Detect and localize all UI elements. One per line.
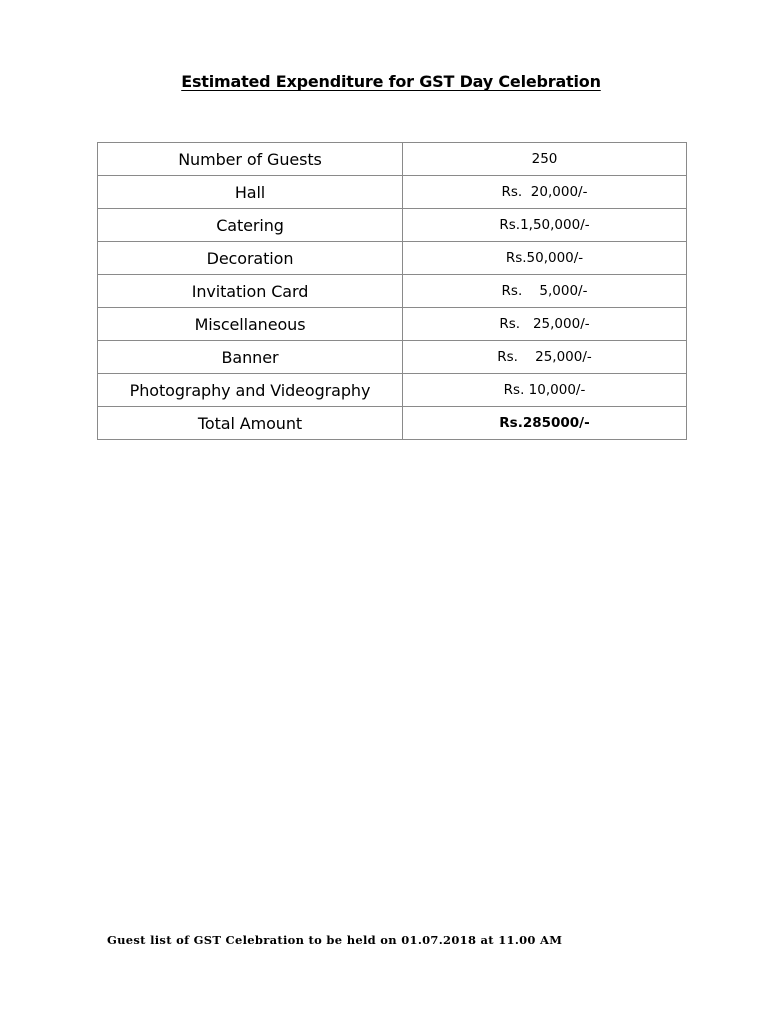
item-amount: Rs. 20,000/- bbox=[403, 176, 687, 209]
table-row-invitation-card bbox=[98, 275, 687, 308]
table-row-total bbox=[98, 407, 687, 440]
table-row-hall bbox=[98, 176, 687, 209]
expenditure-table bbox=[97, 142, 687, 440]
item-label: Photography and Videography bbox=[98, 374, 403, 407]
table-row-decoration bbox=[98, 242, 687, 275]
item-label: Miscellaneous bbox=[98, 308, 403, 341]
footer-note: Guest list of GST Celebration to be held on 01.07.2018 at 11.00 AM bbox=[107, 933, 563, 947]
total-label: Total Amount bbox=[98, 407, 403, 440]
item-label: Invitation Card bbox=[98, 275, 403, 308]
item-amount: Rs. 5,000/- bbox=[403, 275, 687, 308]
item-label: Number of Guests bbox=[98, 143, 403, 176]
item-amount: Rs. 25,000/- bbox=[403, 341, 687, 374]
table-row-photography bbox=[98, 374, 687, 407]
table-row-guests bbox=[98, 143, 687, 176]
page-title: Estimated Expenditure for GST Day Celebration bbox=[181, 72, 601, 91]
table-row-banner bbox=[98, 341, 687, 374]
table-row-catering bbox=[98, 209, 687, 242]
item-label: Catering bbox=[98, 209, 403, 242]
total-amount: Rs.285000/- bbox=[403, 407, 687, 440]
item-label: Hall bbox=[98, 176, 403, 209]
item-label: Banner bbox=[98, 341, 403, 374]
item-amount: Rs.50,000/- bbox=[403, 242, 687, 275]
item-amount: Rs. 10,000/- bbox=[403, 374, 687, 407]
item-amount: 250 bbox=[403, 143, 687, 176]
item-amount: Rs. 25,000/- bbox=[403, 308, 687, 341]
item-amount: Rs.1,50,000/- bbox=[403, 209, 687, 242]
item-label: Decoration bbox=[98, 242, 403, 275]
table-row-miscellaneous bbox=[98, 308, 687, 341]
